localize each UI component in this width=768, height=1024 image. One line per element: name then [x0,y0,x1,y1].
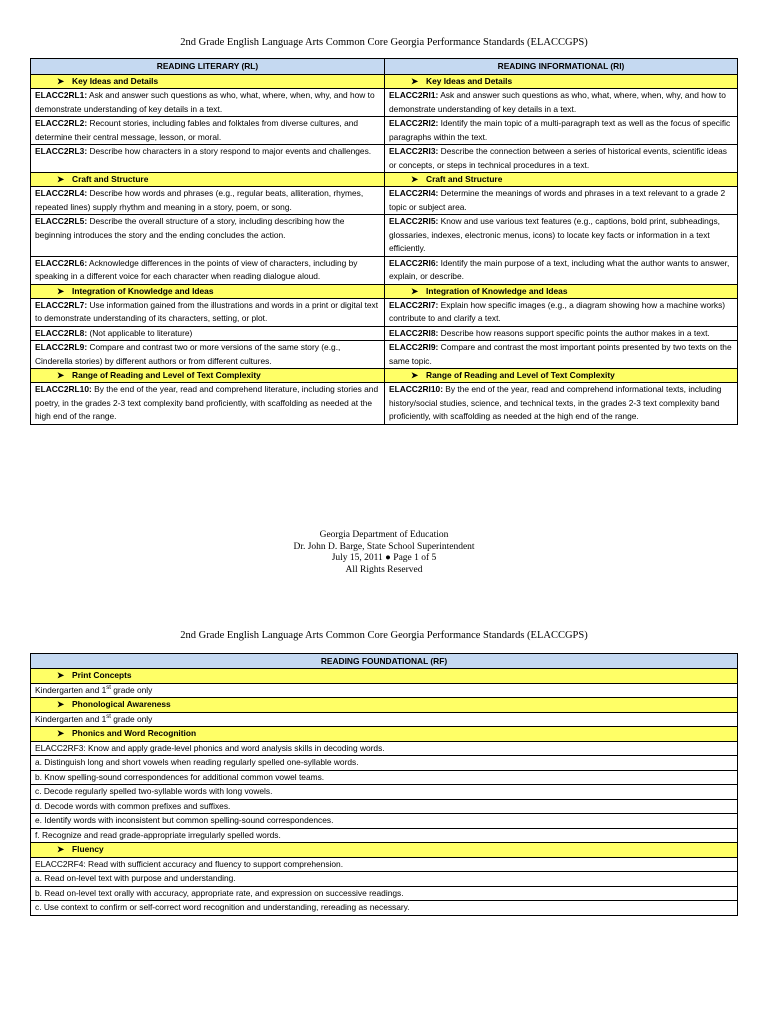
standard-text: Compare and contrast two or more versions of the same story (e.g., Cinderella stories) by different authors or from different cultures. [35,342,341,366]
section-header [385,173,738,187]
rf4-item: a. Read on-level text with purpose and understanding. [31,872,738,887]
standard-code: ELACC2RL4: [35,188,88,198]
standard-text: Describe how words and phrases (e.g., regular beats, alliteration, rhymes, repeated lines) supply rhythm and meaning in a story, poem, or song. [35,188,364,212]
arrow-icon: ➤ [57,76,65,86]
standard-code: ELACC2RL5: [35,216,88,226]
section-fluency: ➤ Fluency [31,843,738,858]
standard-code: ELACC2RI4: [389,188,439,198]
rf3-item: e. Identify words with inconsistent but common spelling-sound correspondences. [31,814,738,829]
standard-text: Recount stories, including fables and folktales from diverse cultures, and determine their central message, lesson, or moral. [35,118,359,142]
standard-cell-right [385,256,738,284]
section-header [31,284,385,298]
section-title: Range of Reading and Level of Text Complexity [426,370,615,380]
standard-text: Describe the connection between a series of historical events, scientific ideas or concepts, or steps in technical procedures in a text. [389,146,727,170]
standard-cell-left [31,187,385,215]
footer-date-page: July 15, 2011 ● Page 1 of 5 [331,553,437,563]
standard-text: Describe how reasons support specific points the author makes in a text. [438,327,710,338]
standard-text: Ask and answer such questions as who, what, where, when, why, and how to demonstrate understanding of key details in a text. [389,90,726,114]
standard-cell-right [385,298,738,326]
footer-department: Georgia Department of Education [319,530,449,540]
document-title-page2: 2nd Grade English Language Arts Common Core Georgia Performance Standards (ELACCGPS) [180,630,588,641]
standard-code: ELACC2RI2: [389,118,439,128]
arrow-icon: ➤ [57,174,65,184]
standard-text: Acknowledge differences in the points of view of characters, including by speaking in a different voice for each character when reading dialogue aloud. [35,257,358,281]
arrow-icon: ➤ [411,76,419,86]
standard-text: Ask and answer such questions as who, what, where, when, why, and how to demonstrate understanding of key details in a text. [35,90,375,114]
standard-cell-right [385,215,738,257]
standard-text: Identify the main topic of a multi-paragraph text as well as the focus of specific paragraphs within the text. [389,118,731,142]
standard-rf4: ELACC2RF4: Read with sufficient accuracy and fluency to support comprehension. [31,857,738,872]
standard-cell-right [385,117,738,145]
section-header [31,173,385,187]
section-header [31,75,385,89]
page-footer [0,530,768,576]
arrow-icon: ➤ [57,370,65,380]
standard-code: ELACC2RL1: [35,90,88,100]
standard-cell-right [385,383,738,425]
section-title: Craft and Structure [72,174,149,184]
rf3-item: b. Know spelling-sound correspondences for additional common vowel teams. [31,770,738,785]
standard-cell-left [31,256,385,284]
rf3-item: c. Decode regularly spelled two-syllable words with long vowels. [31,785,738,800]
standard-code: ELACC2RI1: [389,90,439,100]
print-concepts-note: Kindergarten and 1st grade only [31,683,738,698]
standard-code: ELACC2RL9: [35,342,88,352]
rf3-item: f. Recognize and read grade-appropriate irregularly spelled words. [31,828,738,843]
standard-cell-left [31,89,385,117]
standard-code: ELACC2RI10: [389,384,443,394]
document-title: 2nd Grade English Language Arts Common Core Georgia Performance Standards (ELACCGPS) [180,37,588,48]
section-title: Craft and Structure [426,174,503,184]
section-header [385,369,738,383]
standard-cell-right [385,187,738,215]
standard-cell-left [31,341,385,369]
standard-rf3: ELACC2RF3: Know and apply grade-level phonics and word analysis skills in decoding words. [31,741,738,756]
standard-cell-left [31,117,385,145]
standard-code: ELACC2RL3: [35,146,88,156]
standard-text: Know and use various text features (e.g., captions, bold print, subheadings, glossaries, indexes, electronic menus, icons) to locate key facts or information in a text efficiently. [389,216,720,253]
reading-standards-table [30,58,738,425]
standard-cell-left [31,383,385,425]
standard-text: Determine the meanings of words and phrases in a text relevant to a grade 2 topic or subject area. [389,188,726,212]
section-title: Range of Reading and Level of Text Complexity [72,370,261,380]
standard-code: ELACC2RI6: [389,257,439,268]
standard-code: ELACC2RI5: [389,216,439,226]
arrow-icon: ➤ [411,370,419,380]
standard-text: Describe the overall structure of a story, including describing how the beginning introduces the story and the ending concludes the action. [35,216,345,240]
rf3-item: a. Distinguish long and short vowels when reading regularly spelled one-syllable words. [31,756,738,771]
standard-code: ELACC2RL10: [35,384,92,394]
standard-code: ELACC2RI3: [389,146,439,156]
standard-cell-right [385,89,738,117]
standard-code: ELACC2RI7: [389,299,439,310]
standard-text: Compare and contrast the most important points presented by two texts on the same topic. [389,342,732,366]
standard-cell-left [31,326,385,341]
reading-informational-header: READING INFORMATIONAL (RI) [385,59,738,75]
arrow-icon: ➤ [57,699,65,709]
arrow-icon: ➤ [57,670,65,680]
section-header [31,369,385,383]
section-title: Key Ideas and Details [72,76,159,86]
reading-foundational-table [30,653,738,916]
standard-text: By the end of the year, read and comprehend literature, including stories and poetry, in the grades 2-3 text complexity band proficiently, with scaffolding as needed at the high end of the range. [35,384,379,421]
footer-rights: All Rights Reserved [345,564,423,575]
section-phonics: ➤ Phonics and Word Recognition [31,727,738,742]
standard-code: ELACC2RL8: [35,327,88,338]
rf4-item: b. Read on-level text orally with accuracy, appropriate rate, and expression on successive readings. [31,886,738,901]
standard-code: ELACC2RL6: [35,257,88,268]
arrow-icon: ➤ [57,285,65,296]
arrow-icon: ➤ [411,285,419,296]
section-print-concepts: ➤ Print Concepts [31,669,738,684]
standard-cell-right [385,326,738,341]
standard-text: Identify the main purpose of a text, including what the author wants to answer, explain, or describe. [389,257,730,281]
section-title: Integration of Knowledge and Ideas [426,285,568,296]
footer-superintendent: Dr. John D. Barge, State School Superintendent [293,541,475,552]
section-title: Key Ideas and Details [426,76,513,86]
standard-text: Use information gained from the illustrations and words in a print or digital text to demonstrate understanding of its characters, setting, or plot. [35,299,379,323]
standard-code: ELACC2RL2: [35,118,88,128]
standard-code: ELACC2RL7: [35,299,88,310]
standard-text: Explain how specific images (e.g., a diagram showing how a machine works) contribute to and clarify a text. [389,299,726,323]
standard-code: ELACC2RI9: [389,342,439,352]
section-title: Integration of Knowledge and Ideas [72,285,214,296]
section-header [385,284,738,298]
standard-text: (Not applicable to literature) [87,327,193,338]
rf4-item: c. Use context to confirm or self-correct word recognition and understanding, rereading as necessary. [31,901,738,916]
standard-cell-right [385,145,738,173]
section-header [385,75,738,89]
standard-code: ELACC2RI8: [389,327,439,338]
standard-cell-left [31,145,385,173]
standard-text: By the end of the year, read and comprehend informational texts, including history/social studies, science, and technical texts, in the grades 2-3 text complexity band proficiently, with scaffolding as needed at the high end of the range. [389,384,722,421]
phonological-note: Kindergarten and 1st grade only [31,712,738,727]
reading-literary-header: READING LITERARY (RL) [31,59,385,75]
arrow-icon: ➤ [411,174,419,184]
standard-cell-left [31,298,385,326]
arrow-icon: ➤ [57,844,65,854]
standard-text: Describe how characters in a story respond to major events and challenges. [87,146,372,156]
arrow-icon: ➤ [57,728,65,738]
rf3-item: d. Decode words with common prefixes and suffixes. [31,799,738,814]
standard-cell-right [385,341,738,369]
standard-cell-left [31,215,385,257]
reading-foundational-header: READING FOUNDATIONAL (RF) [31,654,738,669]
section-phonological-awareness: ➤ Phonological Awareness [31,698,738,713]
